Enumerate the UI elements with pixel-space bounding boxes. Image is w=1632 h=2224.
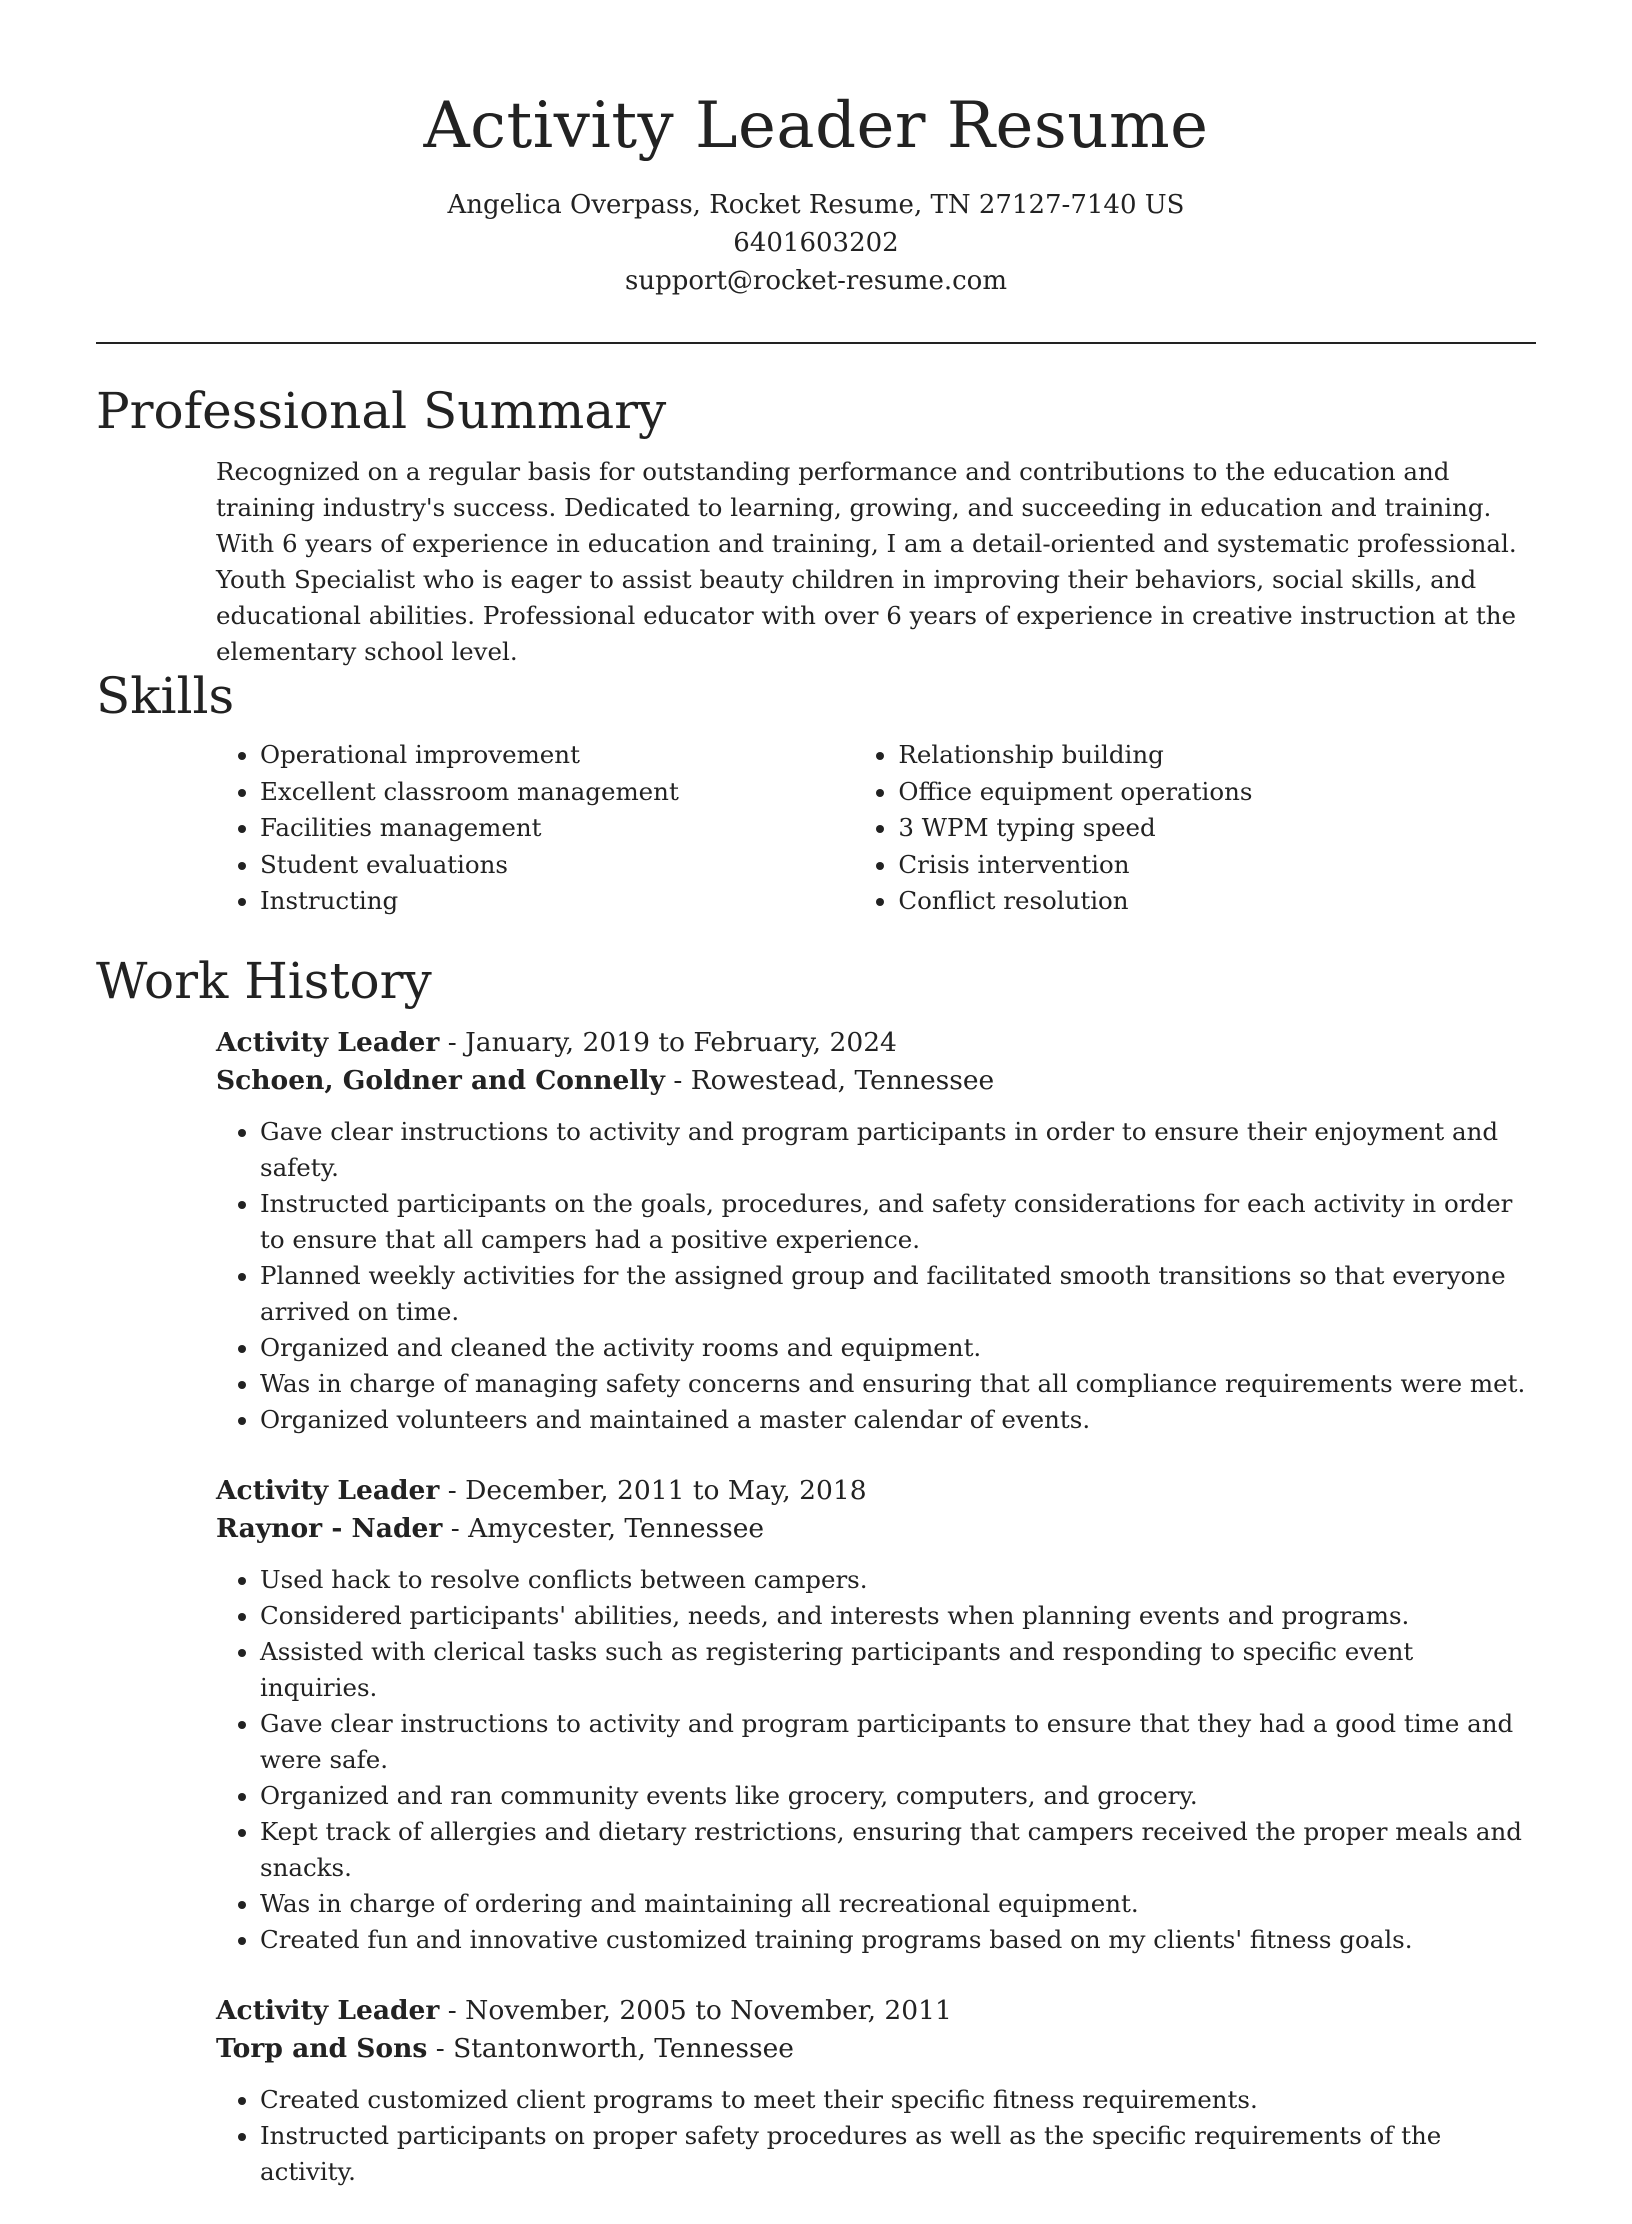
- contact-block: [0, 186, 1632, 300]
- job-bullet: • Was in charge of managing safety concerns and ensuring that all compliance requirements were met.: [260, 1366, 1536, 1402]
- separator: -: [442, 1513, 469, 1544]
- skill-item: • Relationship building: [898, 737, 1536, 774]
- job-title-line: [216, 1992, 1536, 2030]
- job-bullet: • Gave clear instructions to activity and program participants in order to ensure their enjoyment and safety.: [260, 1114, 1536, 1186]
- job-bullet: • Organized and ran community events like grocery, computers, and grocery.: [260, 1778, 1536, 1814]
- job-title-line: [216, 1024, 1536, 1062]
- summary-heading: Professional Summary: [96, 382, 667, 440]
- skill-item: • Conflict resolution: [898, 883, 1536, 920]
- job-bullet: • Gave clear instructions to activity and program participants to ensure that they had a good time and were safe.: [260, 1706, 1536, 1778]
- job-bullet: • Organized and cleaned the activity rooms and equipment.: [260, 1330, 1536, 1366]
- separator: -: [664, 1065, 691, 1096]
- skill-item: • Operational improvement: [260, 737, 854, 774]
- skill-item: • Crisis intervention: [898, 847, 1536, 884]
- skills-section: [96, 663, 1536, 920]
- job-bullet: • Used hack to resolve conflicts between campers.: [260, 1562, 1536, 1598]
- job-location: Rowestead, Tennessee: [690, 1065, 995, 1096]
- job-dates: November, 2005 to November, 2011: [465, 1995, 952, 2026]
- job-title-line: [216, 1472, 1536, 1510]
- job-bullet: • Instructed participants on the goals, procedures, and safety considerations for each activity in order to ensure that all campers had a positive experience.: [260, 1186, 1536, 1258]
- job-bullet: • Assisted with clerical tasks such as registering participants and responding to specific event inquiries.: [260, 1634, 1536, 1706]
- summary-section: [96, 378, 1536, 670]
- skill-item: • Facilities management: [260, 810, 854, 847]
- job-bullet: • Created fun and innovative customized training programs based on my clients' fitness goals.: [260, 1922, 1536, 1958]
- job-bullet: • Created customized client programs to meet their specific fitness requirements.: [260, 2082, 1536, 2118]
- job-company-line: [216, 1510, 1536, 1548]
- skill-item: • Student evaluations: [260, 847, 854, 884]
- header-divider: [96, 342, 1536, 344]
- job-bullet-list: [216, 1114, 1536, 1438]
- skill-item: • Excellent classroom management: [260, 774, 854, 811]
- job-entry: [216, 1024, 1536, 1438]
- job-dates: January, 2019 to February, 2024: [465, 1027, 897, 1058]
- skills-list-left: [216, 737, 854, 920]
- job-company: Torp and Sons: [216, 2033, 428, 2064]
- contact-address: Angelica Overpass, Rocket Resume, TN 27127-7140 US: [447, 190, 1185, 220]
- contact-phone: 6401603202: [733, 228, 899, 258]
- job-location: Stantonworth, Tennessee: [453, 2033, 794, 2064]
- summary-text: Recognized on a regular basis for outstanding performance and contributions to the education and training industry's success. Dedicated to learning, growing, and succeeding in education and training. With 6 years of experience in education and training, I am a detail-oriented and systematic professional. Youth Specialist who is eager to assist beauty children in improving their behaviors, social skills, and educational abilities. Professional educator with over 6 years of experience in creative instruction at the elementary school level.: [216, 457, 1517, 666]
- job-entry: [216, 1992, 1536, 2190]
- job-company: Raynor - Nader: [216, 1513, 443, 1544]
- skills-heading: Skills: [96, 667, 235, 725]
- separator: -: [439, 1995, 466, 2026]
- skills-list-right: [854, 737, 1536, 920]
- work-history-heading: Work History: [96, 952, 432, 1010]
- skill-item: • Instructing: [260, 883, 854, 920]
- job-bullet: • Kept track of allergies and dietary restrictions, ensuring that campers received the proper meals and snacks.: [260, 1814, 1536, 1886]
- job-title: Activity Leader: [216, 1995, 440, 2026]
- job-company: Schoen, Goldner and Connelly: [216, 1065, 665, 1096]
- job-entry: [216, 1472, 1536, 1958]
- skills-body: [216, 737, 1536, 920]
- job-bullet: • Was in charge of ordering and maintaining all recreational equipment.: [260, 1886, 1536, 1922]
- job-bullet-list: [216, 2082, 1536, 2190]
- job-bullet-list: [216, 1562, 1536, 1958]
- work-history-body: [216, 1024, 1536, 2190]
- job-dates: December, 2011 to May, 2018: [465, 1475, 867, 1506]
- job-location: Amycester, Tennessee: [468, 1513, 765, 1544]
- work-history-section: [96, 948, 1536, 2224]
- separator: -: [439, 1027, 466, 1058]
- job-bullet: • Instructed participants on proper safety procedures as well as the specific requirements of the activity.: [260, 2118, 1536, 2190]
- job-bullet: • Organized volunteers and maintained a master calendar of events.: [260, 1402, 1536, 1438]
- skills-grid: [216, 737, 1536, 920]
- resume-title: Activity Leader Resume: [423, 89, 1209, 163]
- job-company-line: [216, 2030, 1536, 2068]
- job-bullet: • Considered participants' abilities, needs, and interests when planning events and programs.: [260, 1598, 1536, 1634]
- contact-email: support@rocket-resume.com: [624, 266, 1007, 296]
- job-title: Activity Leader: [216, 1027, 440, 1058]
- job-bullet: • Planned weekly activities for the assigned group and facilitated smooth transitions so that everyone arrived on time.: [260, 1258, 1536, 1330]
- skill-item: • 3 WPM typing speed: [898, 810, 1536, 847]
- summary-body: [216, 454, 1536, 670]
- separator: -: [427, 2033, 454, 2064]
- job-company-line: [216, 1062, 1536, 1100]
- separator: -: [439, 1475, 466, 1506]
- resume-header: [0, 0, 1632, 300]
- skill-item: • Office equipment operations: [898, 774, 1536, 811]
- job-title: Activity Leader: [216, 1475, 440, 1506]
